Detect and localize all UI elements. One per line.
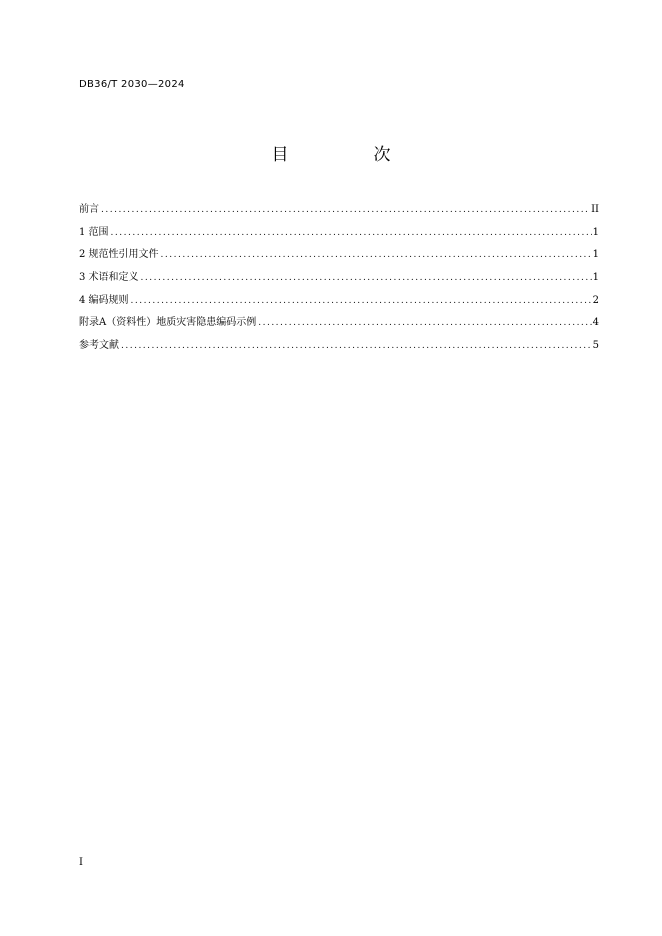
- toc-entry-scope[interactable]: [79, 223, 599, 246]
- toc-dot-leader: [258, 318, 591, 328]
- toc-dot-leader: [131, 296, 592, 306]
- toc-entry-label: 前言: [79, 204, 99, 215]
- toc-entry-label: 2 规范性引用文件: [79, 249, 159, 261]
- toc-page-number: II: [591, 204, 599, 215]
- toc-page-number: 2: [592, 294, 599, 306]
- toc-dot-leader: [111, 228, 592, 238]
- toc-entry-label: 参考文献: [79, 340, 119, 352]
- toc-entry-label: 附录A（资料性）地质灾害隐患编码示例: [79, 317, 257, 329]
- toc-dot-leader: [141, 273, 592, 283]
- toc-page-number: 1: [592, 226, 599, 238]
- toc-page-number: 1: [592, 272, 599, 284]
- toc-dot-leader: [121, 341, 592, 351]
- toc-page-number: 5: [592, 340, 599, 352]
- toc-entry-appendix-a[interactable]: [79, 313, 599, 336]
- toc-page-number: 1: [592, 249, 599, 261]
- toc-dot-leader: [161, 250, 592, 260]
- table-of-contents: [79, 200, 599, 359]
- toc-entry-foreword[interactable]: [79, 200, 599, 223]
- toc-entry-label: 3 术语和定义: [79, 272, 139, 284]
- toc-entry-label: 1 范围: [79, 226, 109, 238]
- toc-entry-bibliography[interactable]: [79, 336, 599, 359]
- toc-entry-label: 4 编码规则: [79, 294, 129, 306]
- toc-entry-terms-definitions[interactable]: [79, 268, 599, 291]
- page-number: I: [79, 857, 83, 868]
- toc-page-number: 4: [592, 317, 599, 329]
- page-title: 目 次: [271, 145, 425, 165]
- toc-entry-coding-rules[interactable]: [79, 291, 599, 314]
- toc-dot-leader: [101, 205, 590, 215]
- document-code: DB36/T 2030—2024: [79, 79, 185, 90]
- toc-entry-normative-references[interactable]: [79, 245, 599, 268]
